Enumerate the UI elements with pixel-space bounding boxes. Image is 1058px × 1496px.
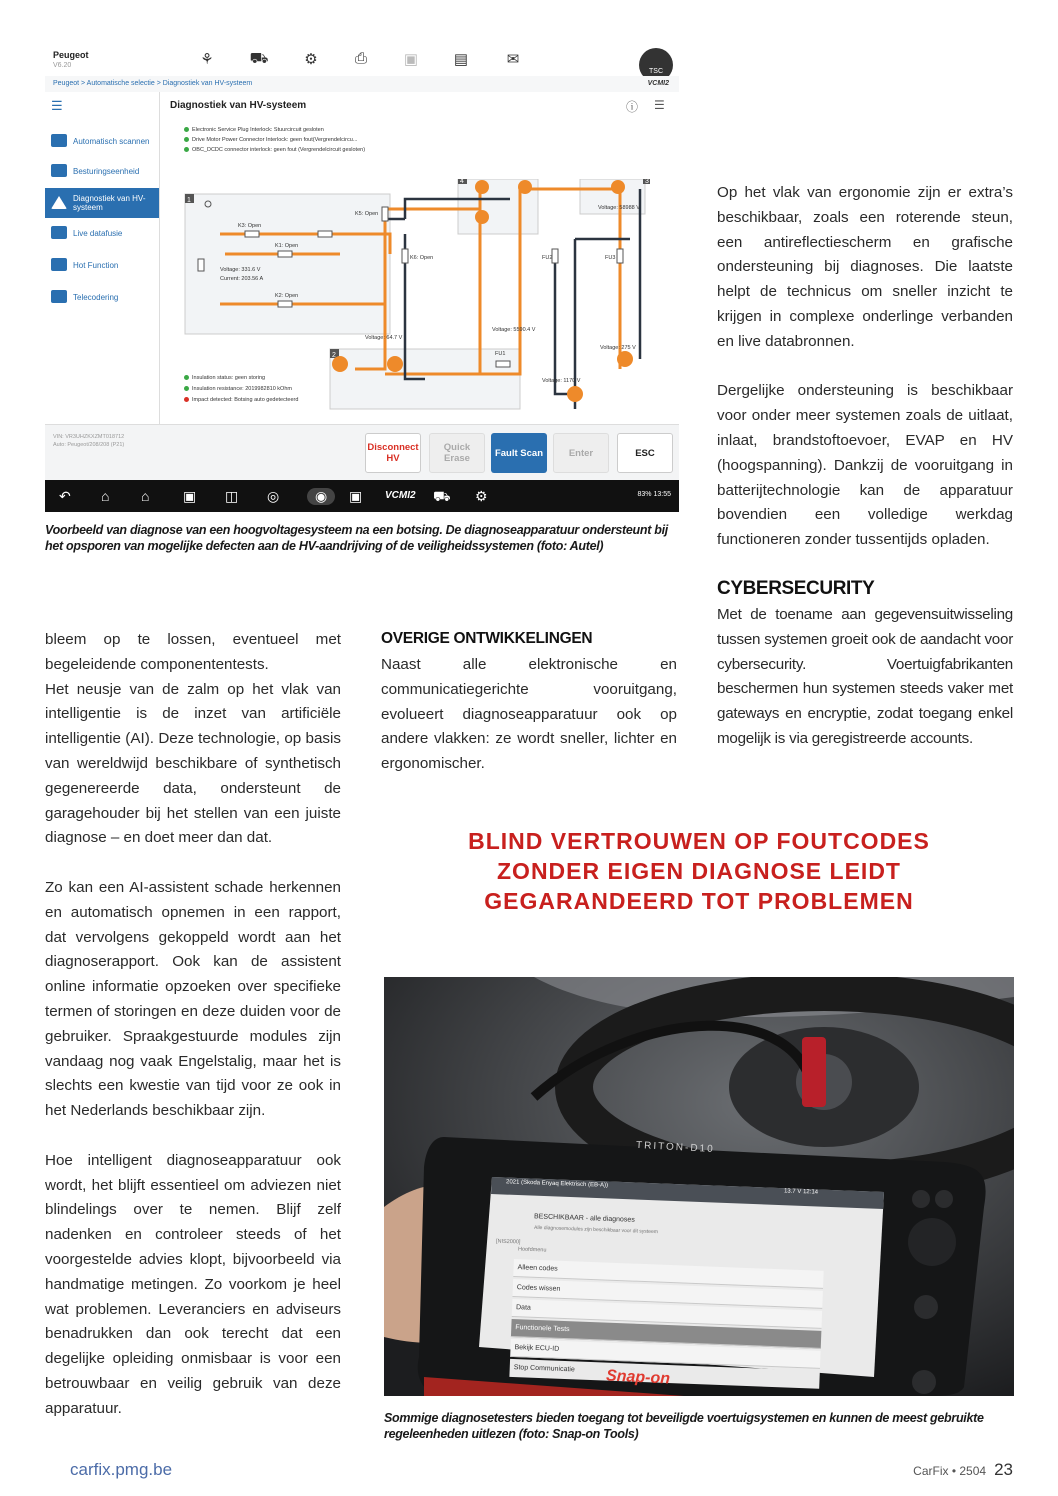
hot-function-icon [51, 258, 67, 271]
svg-text:K2: Open: K2: Open [275, 293, 299, 299]
sidebar-item-control-unit[interactable] [45, 156, 159, 186]
garage-icon[interactable]: ⌂ [141, 488, 150, 504]
pull-quote-line: ZONDER EIGEN DIAGNOSE LEIDT [497, 858, 901, 884]
split-screen-icon[interactable]: ◫ [225, 488, 239, 504]
interlock-status-1: Electronic Service Plug Interlock: Stuurcircuit gesloten [184, 127, 324, 133]
svg-text:Voltage: 5590.4 V: Voltage: 5590.4 V [492, 327, 536, 333]
motor-icon [332, 356, 348, 372]
sidebar [45, 92, 160, 424]
snapon-photo [384, 977, 1014, 1396]
column-right [717, 181, 1013, 553]
charge-port-icon [475, 210, 489, 224]
screen-header: 2021 (Skoda Enyaq Elektrisch (EB-A)) [505, 1179, 609, 1189]
device-name: TRITON-D10 [635, 1139, 715, 1156]
svg-text:FU3: FU3 [605, 255, 616, 261]
sidebar-item-live-data[interactable] [45, 218, 159, 248]
android-navbar [45, 480, 679, 512]
help-icon[interactable]: ⓘ [626, 100, 639, 114]
screen-menu [384, 977, 1014, 1396]
tsc-badge[interactable]: TSC [639, 48, 673, 82]
menu-item-alleen-codes[interactable]: Alleen codes [513, 1259, 823, 1289]
save-icon[interactable]: ▤ [453, 51, 469, 68]
svg-text:FU1: FU1 [495, 351, 506, 357]
service-icon[interactable]: ⚙ [475, 488, 488, 504]
sidebar-item-label: Diagnostiek van HV-systeem [73, 194, 146, 212]
sidebar-item-hot-function[interactable] [45, 250, 159, 280]
paragraph: Dergelijke ondersteuning is beschikbaar voor onder meer systemen zoals de uitlaat, inlaat, brandstoftoevoer, EVAP en HV (hoogspanning). Dankzij de vooruitgang in batterijtechnologie kan de apparatuur bovendien een volledige werkdag functioneren zonder tussentijds opladen. [717, 382, 1013, 549]
interlock-status-2: Drive Motor Power Connector Interlock: geen fout(Vergrendelcircu... [184, 137, 357, 143]
vcmi-status: VCMI2 [647, 80, 669, 87]
interlock-status-3: OBC_DCDC connector interlock: geen fout (Vergrendelcircuit gesloten) [184, 147, 365, 153]
recent-apps-icon[interactable]: ▣ [183, 488, 197, 504]
footer-issue [913, 1460, 1013, 1480]
snapon-logo: Snap-on [605, 1367, 671, 1388]
disconnect-hv-button[interactable]: Disconnect HV [365, 433, 421, 473]
svg-text:FU2: FU2 [542, 255, 553, 261]
svg-text:K6: Open: K6: Open [410, 255, 434, 261]
feedback-icon[interactable]: ✉ [506, 51, 520, 68]
camera-icon[interactable]: ◉ [307, 488, 335, 505]
paragraph: bleem op te lossen, eventueel met begeleidende componententests. [45, 631, 341, 673]
sidebar-item-label: Automatisch scannen [73, 136, 150, 146]
paragraph: Zo kan een AI-assistent schade herkennen en automatisch opnemen in een rapport, dat vervolgens gekoppeld wordt aan het diagnoserapport. Ook kan de assistent online informatie opzoeken over specifieke termen of storingen en deze duiden voor de gebruiker. Spraakgestuurde modules zijn vandaag nog vaak Engelstalig, maar het is slechts een kwestie van tijd voor ze ook in het Nederlands beschikbaar zijn. [45, 878, 341, 1120]
pull-quote-line: GEGARANDEERD TOT PROBLEMEN [484, 888, 914, 914]
help-doc-icon[interactable]: ▣ [403, 51, 419, 68]
sidebar-item-label: Live datafusie [73, 228, 123, 238]
sidebar-item-label: Telecodering [73, 292, 119, 302]
warning-icon [51, 196, 67, 209]
sidebar-item-auto-scan[interactable] [45, 126, 159, 156]
ac-compressor-icon [567, 386, 583, 402]
car-icon[interactable]: ⛟ [249, 50, 269, 67]
screen-menu-head: Hoofdmenu [517, 1246, 547, 1254]
screen-side-code: [NIS2000] [495, 1238, 521, 1246]
car-diagnose-icon[interactable]: ⚘ [200, 51, 214, 68]
menu-item-codes-wissen[interactable]: Codes wissen [512, 1279, 822, 1309]
menu-item-functionele-tests[interactable]: Functionele Tests [511, 1319, 821, 1349]
app-brand: Peugeot [53, 50, 89, 60]
scan-icon [51, 134, 67, 147]
heading-other-developments: OVERIGE ONTWIKKELINGEN [381, 630, 593, 647]
autel-screenshot [45, 44, 679, 512]
back-icon[interactable]: ↶ [59, 488, 71, 504]
dcdc-icon [611, 180, 625, 194]
svg-text:K5: Open: K5: Open [355, 211, 379, 217]
screen-record-icon[interactable]: ▣ [349, 488, 363, 504]
svg-text:K3: Open: K3: Open [238, 223, 262, 229]
vcmi-nav-label[interactable]: VCMI2 [385, 490, 416, 501]
screen-title: BESCHIKBAAR - alle diagnoses [533, 1213, 635, 1224]
insulation-resistance: Insulation resistance: 2019982810 kOhm [184, 386, 292, 392]
insulation-status: Insulation status: geen storing [184, 375, 265, 381]
sidebar-item-label: Hot Function [73, 260, 119, 270]
paragraph: Op het vlak van ergonomie zijn er extra’s beschikbaar, zoals een roterende steun, een antireflectiescherm en grafische ondersteuning bij diagnoses. Die laatste helpt de technicus om sneller inzicht te krijgen in complexe onderlinge verbanden en live databronnen. [717, 184, 1013, 350]
svg-text:Voltage: 1170 V: Voltage: 1170 V [542, 378, 581, 384]
svg-text:Voltage: 58988 V: Voltage: 58988 V [598, 205, 640, 211]
breadcrumb [45, 76, 679, 92]
hv-circuit-diagram [180, 179, 650, 414]
action-bar [45, 424, 679, 481]
svg-text:1: 1 [187, 197, 191, 204]
vehicle-info: VIN: VR3UHZKXZMT018712 Auto: Peugeot/208/208 (P21) [53, 434, 125, 448]
home-icon[interactable]: ⌂ [101, 488, 110, 504]
menu-item-bekijk-ecu-id[interactable]: Bekijk ECU-ID [510, 1339, 820, 1369]
menu-icon[interactable]: ☰ [51, 98, 63, 113]
obc-icon [518, 180, 532, 194]
quick-erase-button[interactable]: Quick Erase [429, 433, 485, 473]
page-number: 23 [994, 1460, 1013, 1479]
impact-detected: Impact detected: Botsing auto gedetecteerd [184, 397, 298, 403]
menu-item-data[interactable]: Data [512, 1299, 822, 1329]
breadcrumb-text: Peugeot > Automatische selectie > Diagnostiek van HV-systeem [53, 80, 253, 87]
screen-status: 13.7 V 12:14 [783, 1188, 819, 1196]
status-dot [184, 137, 189, 142]
svg-text:3: 3 [645, 179, 649, 185]
fault-scan-button[interactable]: Fault Scan [491, 433, 547, 473]
menu-item-stop-communicatie[interactable]: Stop Communicatie [509, 1359, 819, 1389]
status-dot [184, 127, 189, 132]
svg-text:K1: Open: K1: Open [275, 243, 299, 249]
issue-label: CarFix • 2504 [913, 1464, 987, 1478]
app-version: V6.20 [53, 62, 72, 69]
gear-icon[interactable]: ⚙ [304, 51, 318, 68]
ecu-icon [51, 164, 67, 177]
inverter-icon [387, 356, 403, 372]
heading-cybersecurity: CYBERSECURITY [717, 578, 875, 599]
sidebar-item-label: Besturingseenheid [73, 166, 140, 176]
column-left [45, 628, 341, 1422]
svg-text:Voltage: 331.6 V: Voltage: 331.6 V [220, 267, 261, 273]
status-dot [184, 147, 189, 152]
esc-button[interactable]: ESC [617, 433, 673, 473]
screen-subtitle: Alle diagnosemodules zijn beschikbaar voor dit systeem [533, 1224, 659, 1236]
paragraph: Hoe intelligent diagnoseapparatuur ook wordt, het blijft essentieel om adviezen niet blindelings over te nemen. Blijf zelf nadenken en controleer steeds of het voorgestelde advies klopt, bijvoorbeeld via handmatige metingen. Zo voorkom je heel wat problemen. Leveranciers en adviseurs benadrukken dan ook terecht dat een degelijke opleiding onmisbaar is voor een betrouwbaar en veilig gebruik van deze apparatuur. [45, 1151, 341, 1417]
app-topbar [45, 44, 679, 77]
caption-top: Voorbeeld van diagnose van een hoogvoltagesysteem na een botsing. De diagnoseapparatuur ondersteunt bij het opsporen van mogelijke defecten aan de HV-aandrijving of de veiligheidssystemen (foto: Autel) [45, 523, 668, 553]
browser-icon[interactable]: ◎ [267, 488, 280, 504]
pull-quote-line: BLIND VERTROUWEN OP FOUTCODES [468, 828, 930, 854]
list-icon[interactable]: ☰ [654, 98, 665, 112]
pull-quote [384, 826, 1014, 916]
data-icon [51, 226, 67, 239]
sidebar-item-hv-diagnostics[interactable] [45, 188, 159, 218]
paragraph-cybersecurity: Met de toename aan gegevensuitwisseling tussen systemen groeit ook de aandacht voor cybersecurity. Voertuigfabrikanten beschermen hun systemen steeds vaker met gateways en encryptie, zodat toegang enkel mogelijk is via geregistreerde accounts. [717, 606, 1013, 747]
page-title: Diagnostiek van HV-systeem [170, 100, 307, 111]
print-icon[interactable]: ⎙ [354, 50, 367, 67]
footer-url[interactable]: carfix.pmg.be [70, 1460, 173, 1479]
charger-icon [475, 180, 489, 194]
enter-button[interactable]: Enter [553, 433, 609, 473]
svg-text:2: 2 [332, 352, 336, 359]
svg-text:Voltage: 275 V: Voltage: 275 V [600, 345, 636, 351]
svg-text:Current: 203.56 A: Current: 203.56 A [220, 276, 264, 282]
paragraph-other-developments: Naast alle elektronische en communicatiegerichte vooruitgang, evolueert diagnoseapparatuur ook op andere vlakken: ze wordt sneller, lichter en ergonomischer. [381, 656, 677, 773]
caption-bottom: Sommige diagnosetesters bieden toegang tot beveiligde voertuigsystemen en kunnen de meest gebruikte regeleenheden uitlezen (foto: Snap-on Tools) [384, 1411, 984, 1441]
sidebar-item-coding[interactable] [45, 282, 159, 312]
coding-icon [51, 290, 67, 303]
heater-icon [617, 351, 633, 367]
system-status: 83% 13:55 [637, 491, 671, 498]
svg-text:4: 4 [460, 179, 464, 185]
paragraph: Het neusje van de zalm op het vlak van intelligentie is de inzet van artificiële intelligentie (AI). Deze technologie, op basis van wereldwijd beschikbare of synthetisch gegenereerde data, ondersteunt de garagehouder bij het stellen van een juiste diagnose – en doet meer dan dat. [45, 680, 341, 847]
svg-text:Voltage: 64.7 V: Voltage: 64.7 V [365, 335, 403, 341]
vehicle-connected-icon[interactable]: ⛟ [433, 488, 451, 504]
